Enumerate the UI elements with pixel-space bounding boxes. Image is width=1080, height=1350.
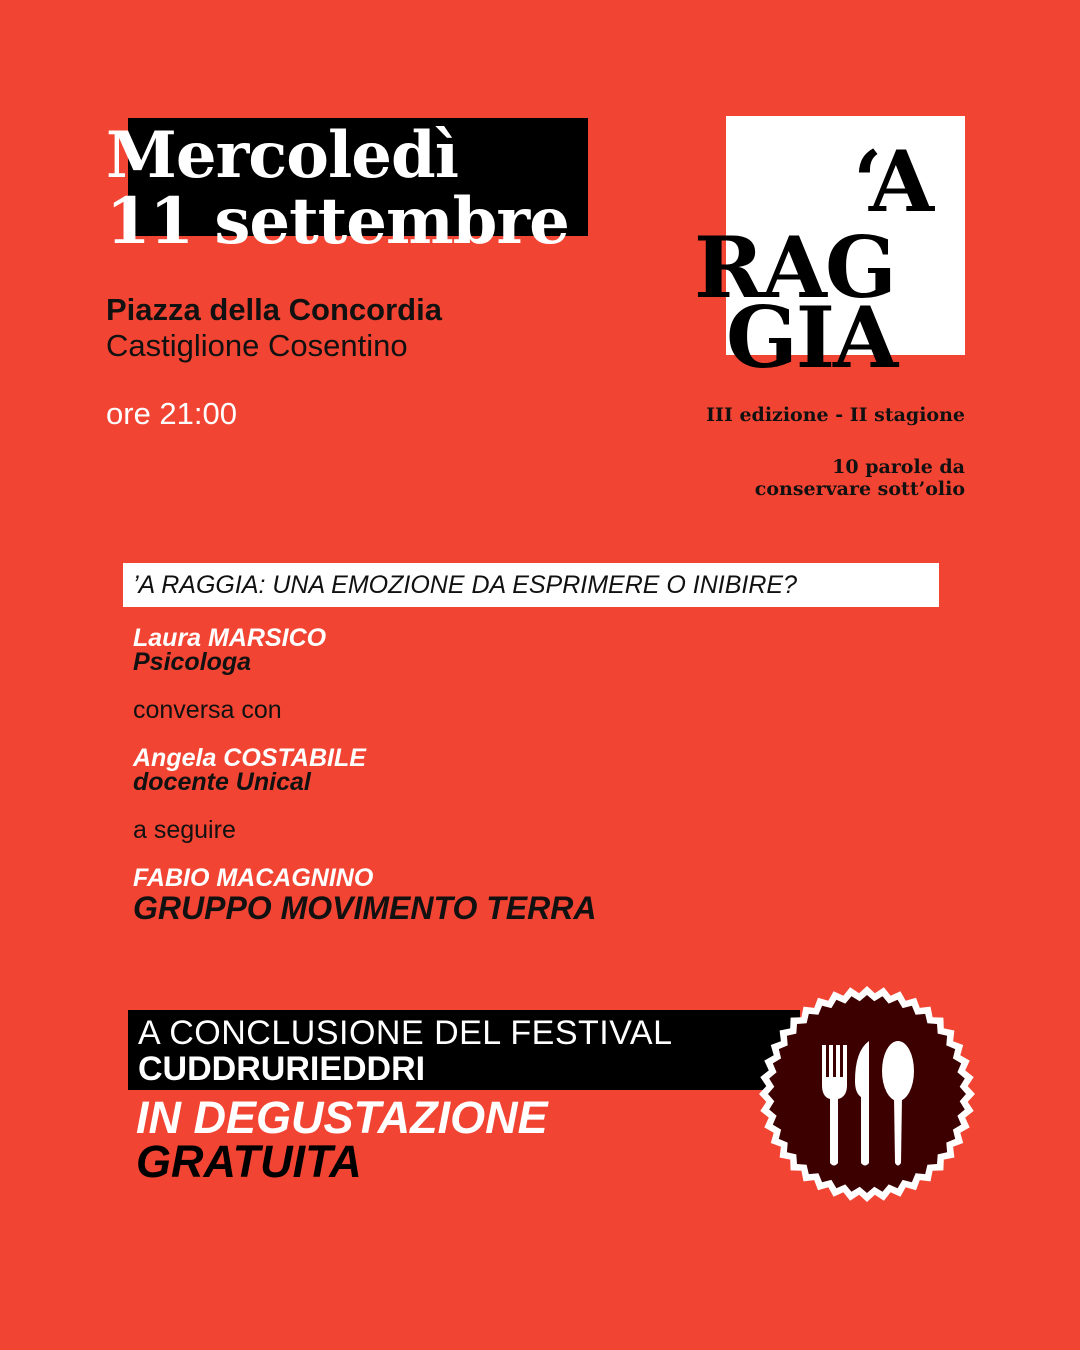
logo-line-1: ‘A xyxy=(853,132,932,231)
cutlery-icon xyxy=(758,985,976,1203)
theme-banner: ’A RAGGIA: UNA EMOZIONE DA ESPRIMERE O INIBIRE? xyxy=(123,563,939,607)
closing-line-3: IN DEGUSTAZIONE xyxy=(136,1092,548,1143)
speaker-2-role: docente Unical xyxy=(133,768,311,796)
speaker-3-role: GRUPPO MOVIMENTO TERRA xyxy=(133,890,597,926)
closing-line-1: A CONCLUSIONE DEL FESTIVAL xyxy=(138,1014,673,1052)
tagline-line-2: conservare sott’olio xyxy=(754,478,965,500)
tagline xyxy=(755,456,965,500)
connector-2: a seguire xyxy=(133,816,236,844)
speaker-2-name: Angela COSTABILE xyxy=(133,744,366,772)
event-date: 11 settembre xyxy=(106,184,569,259)
speaker-3-name: FABIO MACAGNINO xyxy=(133,864,374,892)
connector-1: conversa con xyxy=(133,696,282,724)
logo-line-3: GIA xyxy=(726,288,897,387)
closing-line-2: CUDDRURIEDDRI xyxy=(138,1050,426,1088)
event-weekday: Mercoledì xyxy=(106,118,459,193)
speaker-1-name: Laura MARSICO xyxy=(133,624,327,652)
tagline-line-1: 10 parole da xyxy=(832,456,965,478)
speaker-1-role: Psicologa xyxy=(133,648,252,676)
event-venue: Piazza della Concordia xyxy=(106,292,442,327)
closing-line-4: GRATUITA xyxy=(136,1136,362,1187)
event-town: Castiglione Cosentino xyxy=(106,328,408,363)
logo-line-2: RAG xyxy=(694,218,895,317)
edition-label: III edizione - II stagione xyxy=(706,404,965,426)
event-time: ore 21:00 xyxy=(106,396,237,431)
